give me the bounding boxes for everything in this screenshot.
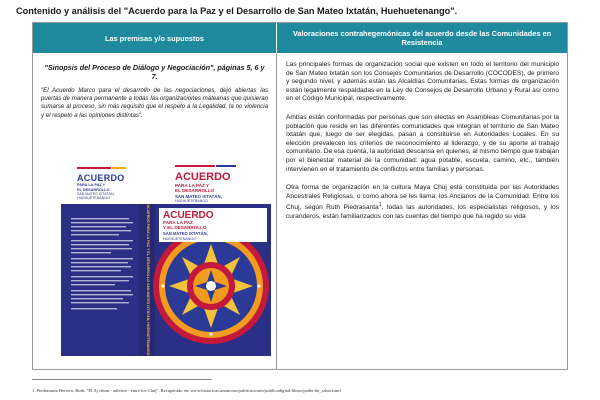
logo-bars	[77, 156, 129, 174]
cover-spine-text: ACUERDO PARA LA PAZ Y EL DESARROLLO SAN MATEO IXTATÁN, HUEHUETENANGO	[146, 204, 150, 356]
valuation-paragraph-1: Las principales formas de organización social que existen en todo el territorio del municipio de San Mateo Ixtatán son los Consejos Comunitarios de Desarrollo (COCODES), de primero y segundo nivel, y además están las Alcaldías Comunitarias. Estas formas de organización están legalmente respaldadas en la Ley de Consejos de Desarrollo Urbano y Rural así como en el Código Municipal, respectivamente.	[286, 61, 559, 103]
analysis-table	[32, 22, 568, 370]
page-heading: Contenido y análisis del "Acuerdo para la Paz y el Desarrollo de San Mateo Ixtatán, Huehuetenango".	[16, 6, 458, 16]
header-premises: Las premisas y/o supuestos	[33, 23, 277, 53]
small-agreement-logo: ACUERDO PARA LA PAZ Y EL DESARROLLO SAN MATEO IXTATÁN, HUEHUETENANGO	[77, 156, 129, 201]
valuations-column	[278, 53, 567, 369]
logos-row	[41, 154, 269, 204]
cover-subtitle-1: PARA LA PAZ	[163, 220, 193, 225]
large-agreement-logo: ACUERDO PARA LA PAZ Y EL DESARROLLO SAN MATEO IXTATÁN, HUEHUETENANGO	[175, 154, 271, 203]
valuation-paragraph-3: Otra forma de organización en la cultura Maya Chuj está constituida por las Autoridades Ancestrales Religiosas, o como ahora se les llama: los Ancianos de la Comunidad. Entre los Chuj, según Ruth Piedrasanta$^1$, todas las autoridades, los especialistas religiosos, y los curanderos, están familiarizados con las cuentas del tiempo que ha regido su vida	[286, 184, 559, 221]
footnote: 1. Piedrasanta Herrera, Ruth. "El Aj chum - adivino - entre los Chuj". Recuperado en: www.historicas.unam.mx/publicaciones/publicadigital/libros/poder/de_saber.html	[32, 388, 341, 393]
premises-column	[33, 53, 277, 369]
cover-title: ACUERDO	[163, 210, 214, 221]
cover-place-1: SAN MATEO IXTATÁN,	[163, 231, 208, 236]
book-cover-image	[61, 204, 271, 356]
valuation-paragraph-2: Ambas están conformadas por personas que son electas en Asambleas Comunitarias por la población que reside en las diferentes comunidades que integran el territorio de San Mateo Ixtatán que, luego de ser elegidas, pasan a constituirse en Autoridades Locales. En su elección prevalecen los criterios de reconocimiento al liderazgo, y de su aporte al trabajo comunitario. De esa cuenta, la autoridad descansa en quienes, al mismo tiempo que trabajan por el bienestar material de la comunidad: agua potable, escuela, camino, etc., también intervienen en el tratamiento de conflictos entre familias y personas.	[286, 113, 559, 173]
synopsis-title: "Sinopsis del Proceso de Diálogo y Negociación", páginas 5, 6 y 7.	[44, 63, 265, 81]
table-header-row	[33, 23, 567, 53]
mandala-emblem	[153, 228, 269, 344]
footnote-ref[interactable]: 1	[378, 202, 382, 209]
synopsis-quote: "El Acuerdo Marco para el desarrollo de las negociaciones, dejó abiertas las puertas de manera permanente a todas las organizaciones mateanas que quisieran sumarse al proceso, sin más requisito que el respeto a la Legalidad, la no violencia y el respeto a las opiniones distintas".	[41, 87, 268, 119]
book-cover-svg	[61, 204, 271, 356]
logo-bars	[175, 154, 271, 172]
cover-place-2: HUEHUETENANGO	[163, 237, 196, 241]
footnote-divider	[32, 379, 212, 380]
header-valuations: Valoraciones contrahegemónicas del acuerdo desde las Comunidades en Resistencia	[277, 23, 567, 53]
cover-subtitle-2: Y EL DESARROLLO	[163, 225, 207, 230]
